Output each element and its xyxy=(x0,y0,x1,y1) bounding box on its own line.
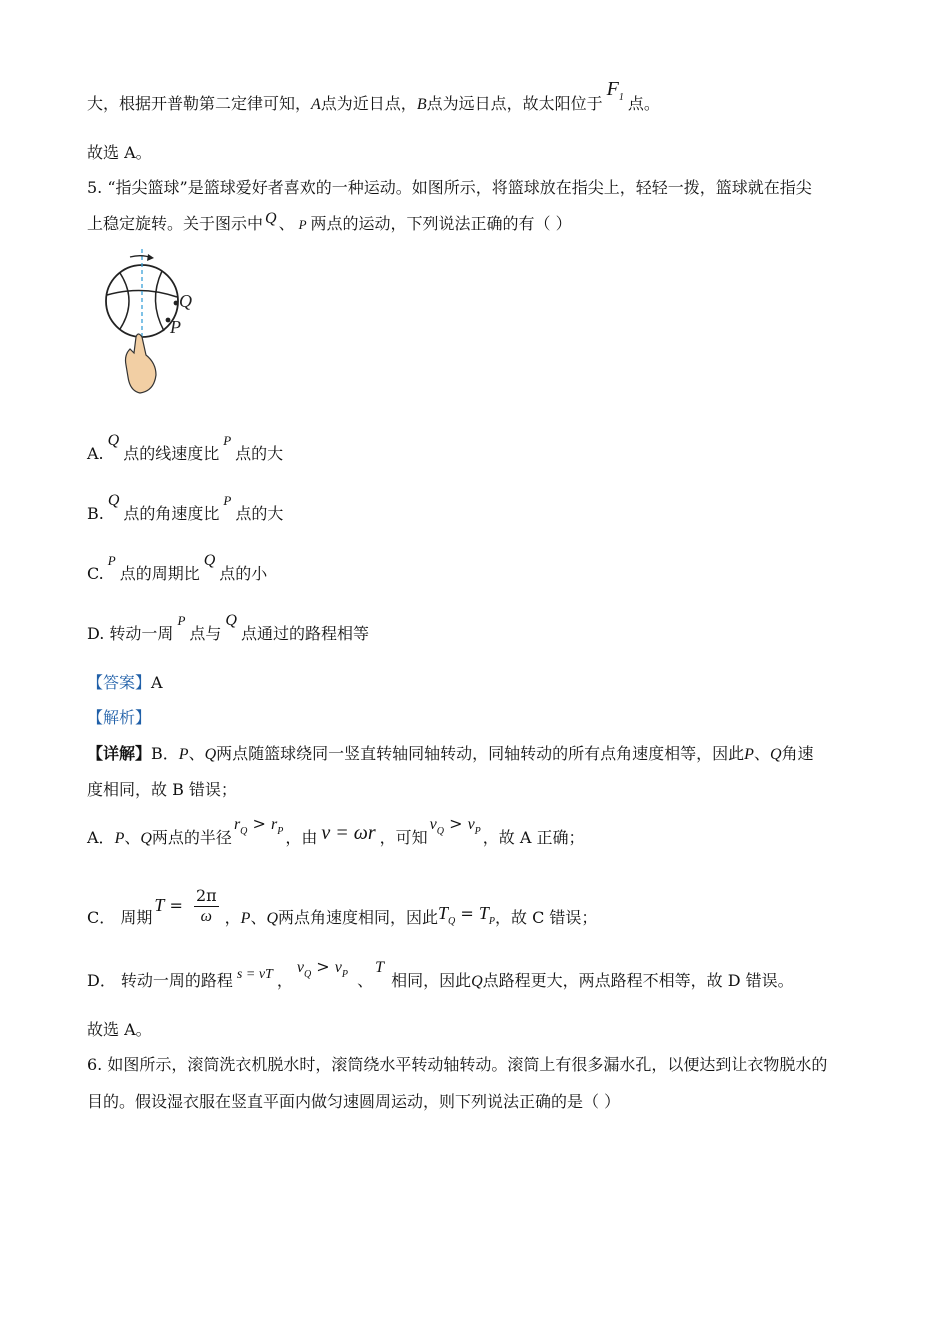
final-conclusion: 故选 A。 xyxy=(87,1020,152,1039)
figure-label-q: Q xyxy=(179,291,192,311)
detail-line2: 度相同，故 B 错误； xyxy=(87,780,237,799)
analysis-heading: 【解析】 xyxy=(87,708,152,727)
question-5-line2: 上稳定旋转。关于图示中 Q 、 P 两点的运动，下列说法正确的有（ ） xyxy=(87,210,572,233)
point-a-label: A xyxy=(311,96,321,113)
question-6-line1: 6. 如图所示，滚筒洗衣机脱水时，滚筒绕水平转动轴转动。滚筒上有很多漏水孔，以便达到让衣物脱水的 xyxy=(87,1055,828,1074)
analysis-d-line: D． 转动一周的路程 s = vT ，$v_Q > v_P$ 、T 相同，因此Q点路程更大，两点路程不相等，故 D 错误。 xyxy=(87,957,794,990)
basketball-seam xyxy=(120,273,129,329)
option-c[interactable]: C.$^P$点的周期比Q点的小 xyxy=(87,552,268,583)
option-b[interactable]: B.Q点的角速度比$^P$点的大 xyxy=(87,492,284,523)
point-q-dot xyxy=(174,301,179,306)
focus-f-label: $F_1$ xyxy=(606,78,624,103)
conclusion-line: 故选 A。 xyxy=(87,143,152,162)
analysis-c-line: C． 周期T = $\frac{2\pi}{\omega}$ ，P、Q两点角速度相同，因此$T_Q = T_P$，故 C 错误； xyxy=(87,886,598,927)
basketball-figure xyxy=(100,245,210,400)
option-a[interactable]: A.Q点的线速度比$^P$点的大 xyxy=(87,432,284,463)
answer-line: 【答案】A xyxy=(87,673,163,692)
question-6-line2: 目的。假设湿衣服在竖直平面内做匀速圆周运动，则下列说法正确的是（ ） xyxy=(87,1092,621,1111)
point-b-label: B xyxy=(416,96,427,113)
basketball-seam xyxy=(155,271,164,331)
detail-line1: 【详解】B．P、Q两点随篮球绕同一竖直转轴同轴转动，同轴转动的所有点角速度相等，因此P、Q角速 xyxy=(87,744,814,763)
option-d[interactable]: D. 转动一周$^P$点与Q点通过的路程相等 xyxy=(87,612,369,643)
question-5-line1: 5. “指尖篮球”是篮球爱好者喜欢的一种运动。如图所示，将篮球放在指尖上，轻轻一拨，篮球就在指尖 xyxy=(87,178,812,197)
rotation-arrowhead xyxy=(147,254,154,261)
analysis-a-line: A．P、Q两点的半径$r_Q > r_P$ ，由 v = ωr ，可知$v_Q > v_P$ ，故 A 正确； xyxy=(87,814,585,847)
finger-hand xyxy=(126,334,157,393)
text-line-kepler: 大，根据开普勒第二定律可知，A点为近日点，B点为远日点，故太阳位于$F_1$ 点。 xyxy=(87,78,660,113)
figure-label-p: P xyxy=(170,317,181,337)
